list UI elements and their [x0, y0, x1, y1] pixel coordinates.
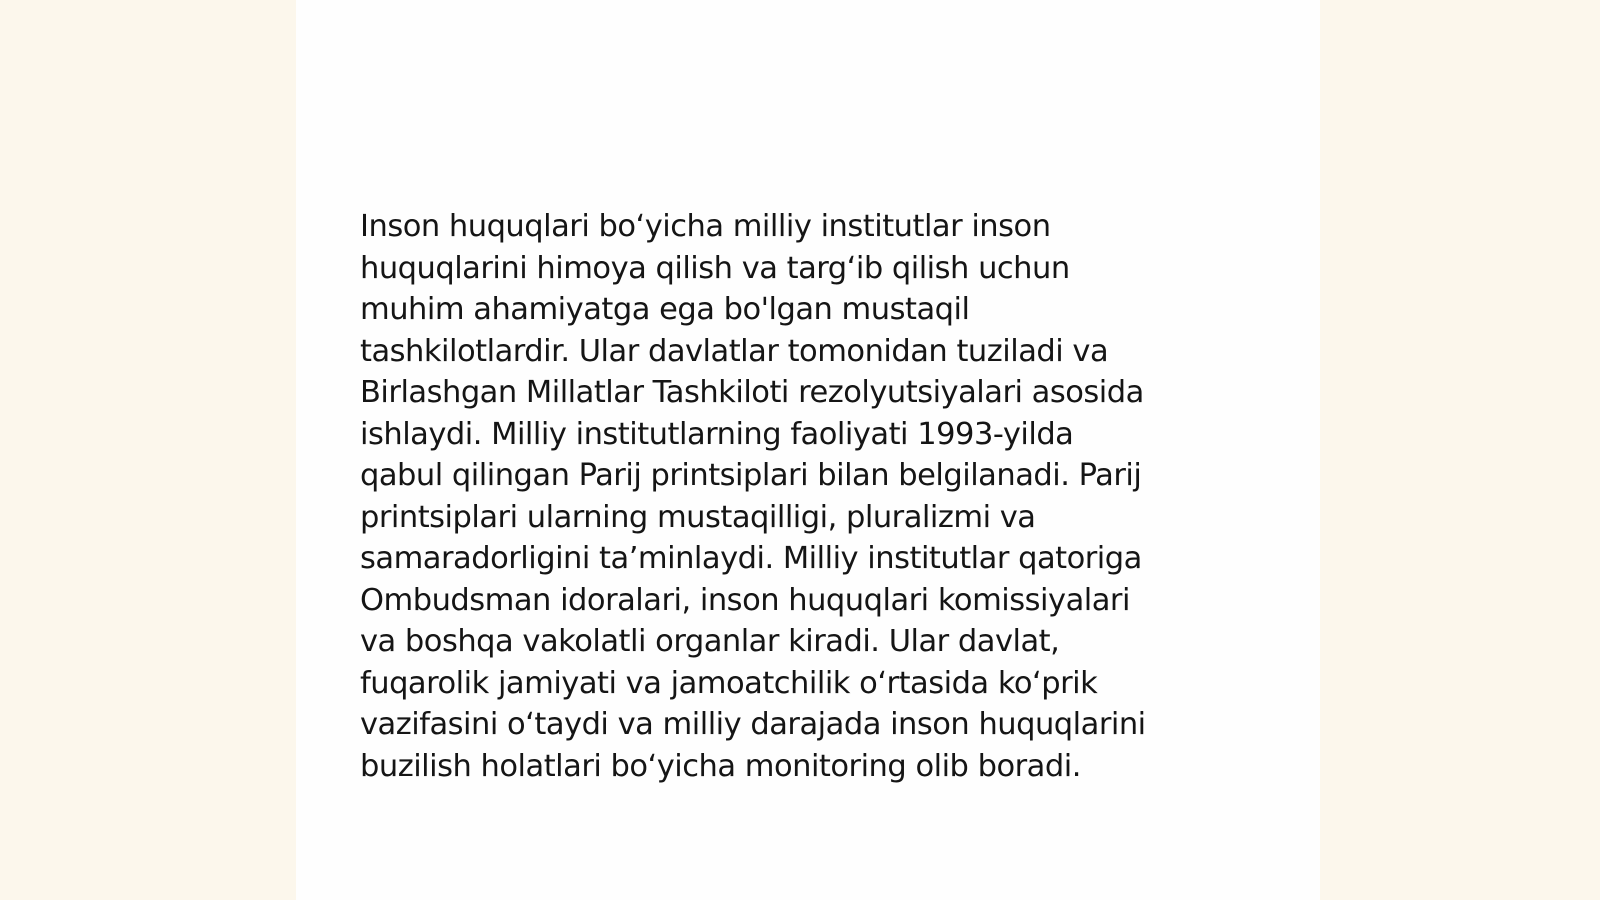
paragraph-line: fuqarolik jamiyati va jamoatchilik o‘rtasida ko‘prik — [360, 665, 1098, 701]
paragraph-line: Birlashgan Millatlar Tashkiloti rezolyutsiyalari asosida — [360, 375, 1144, 410]
paragraph-line: vazifasini o‘taydi va milliy darajada inson huquqlarini — [360, 707, 1146, 742]
paragraph-line: ishlaydi. Milliy institutlarning faoliyati 1993-yilda — [360, 416, 1074, 452]
paragraph-line: qabul qilingan Parij printsiplari bilan belgilanadi. Parij — [360, 458, 1142, 493]
document-page — [296, 0, 1320, 900]
paragraph-line: va boshqa vakolatli organlar kiradi. Ular davlat, — [360, 624, 1060, 659]
paragraph-line: Ombudsman idoralari, inson huquqlari komissiyalari — [360, 582, 1130, 618]
paragraph-line: printsiplari ularning mustaqilligi, pluralizmi va — [360, 499, 1036, 535]
paragraph-line: muhim ahamiyatga ega bo'lgan mustaqil — [360, 292, 970, 327]
body-paragraph — [360, 206, 1260, 787]
paragraph-line: buzilish holatlari bo‘yicha monitoring olib boradi. — [360, 748, 1081, 784]
paragraph-line: tashkilotlardir. Ular davlatlar tomonidan tuziladi va — [360, 333, 1109, 369]
paragraph-line: samaradorligini ta’minlaydi. Milliy institutlar qatoriga — [360, 541, 1142, 576]
paragraph-line: Inson huquqlari bo‘yicha milliy institutlar inson — [360, 209, 1051, 244]
paragraph-line: huquqlarini himoya qilish va targ‘ib qilish uchun — [360, 250, 1070, 286]
